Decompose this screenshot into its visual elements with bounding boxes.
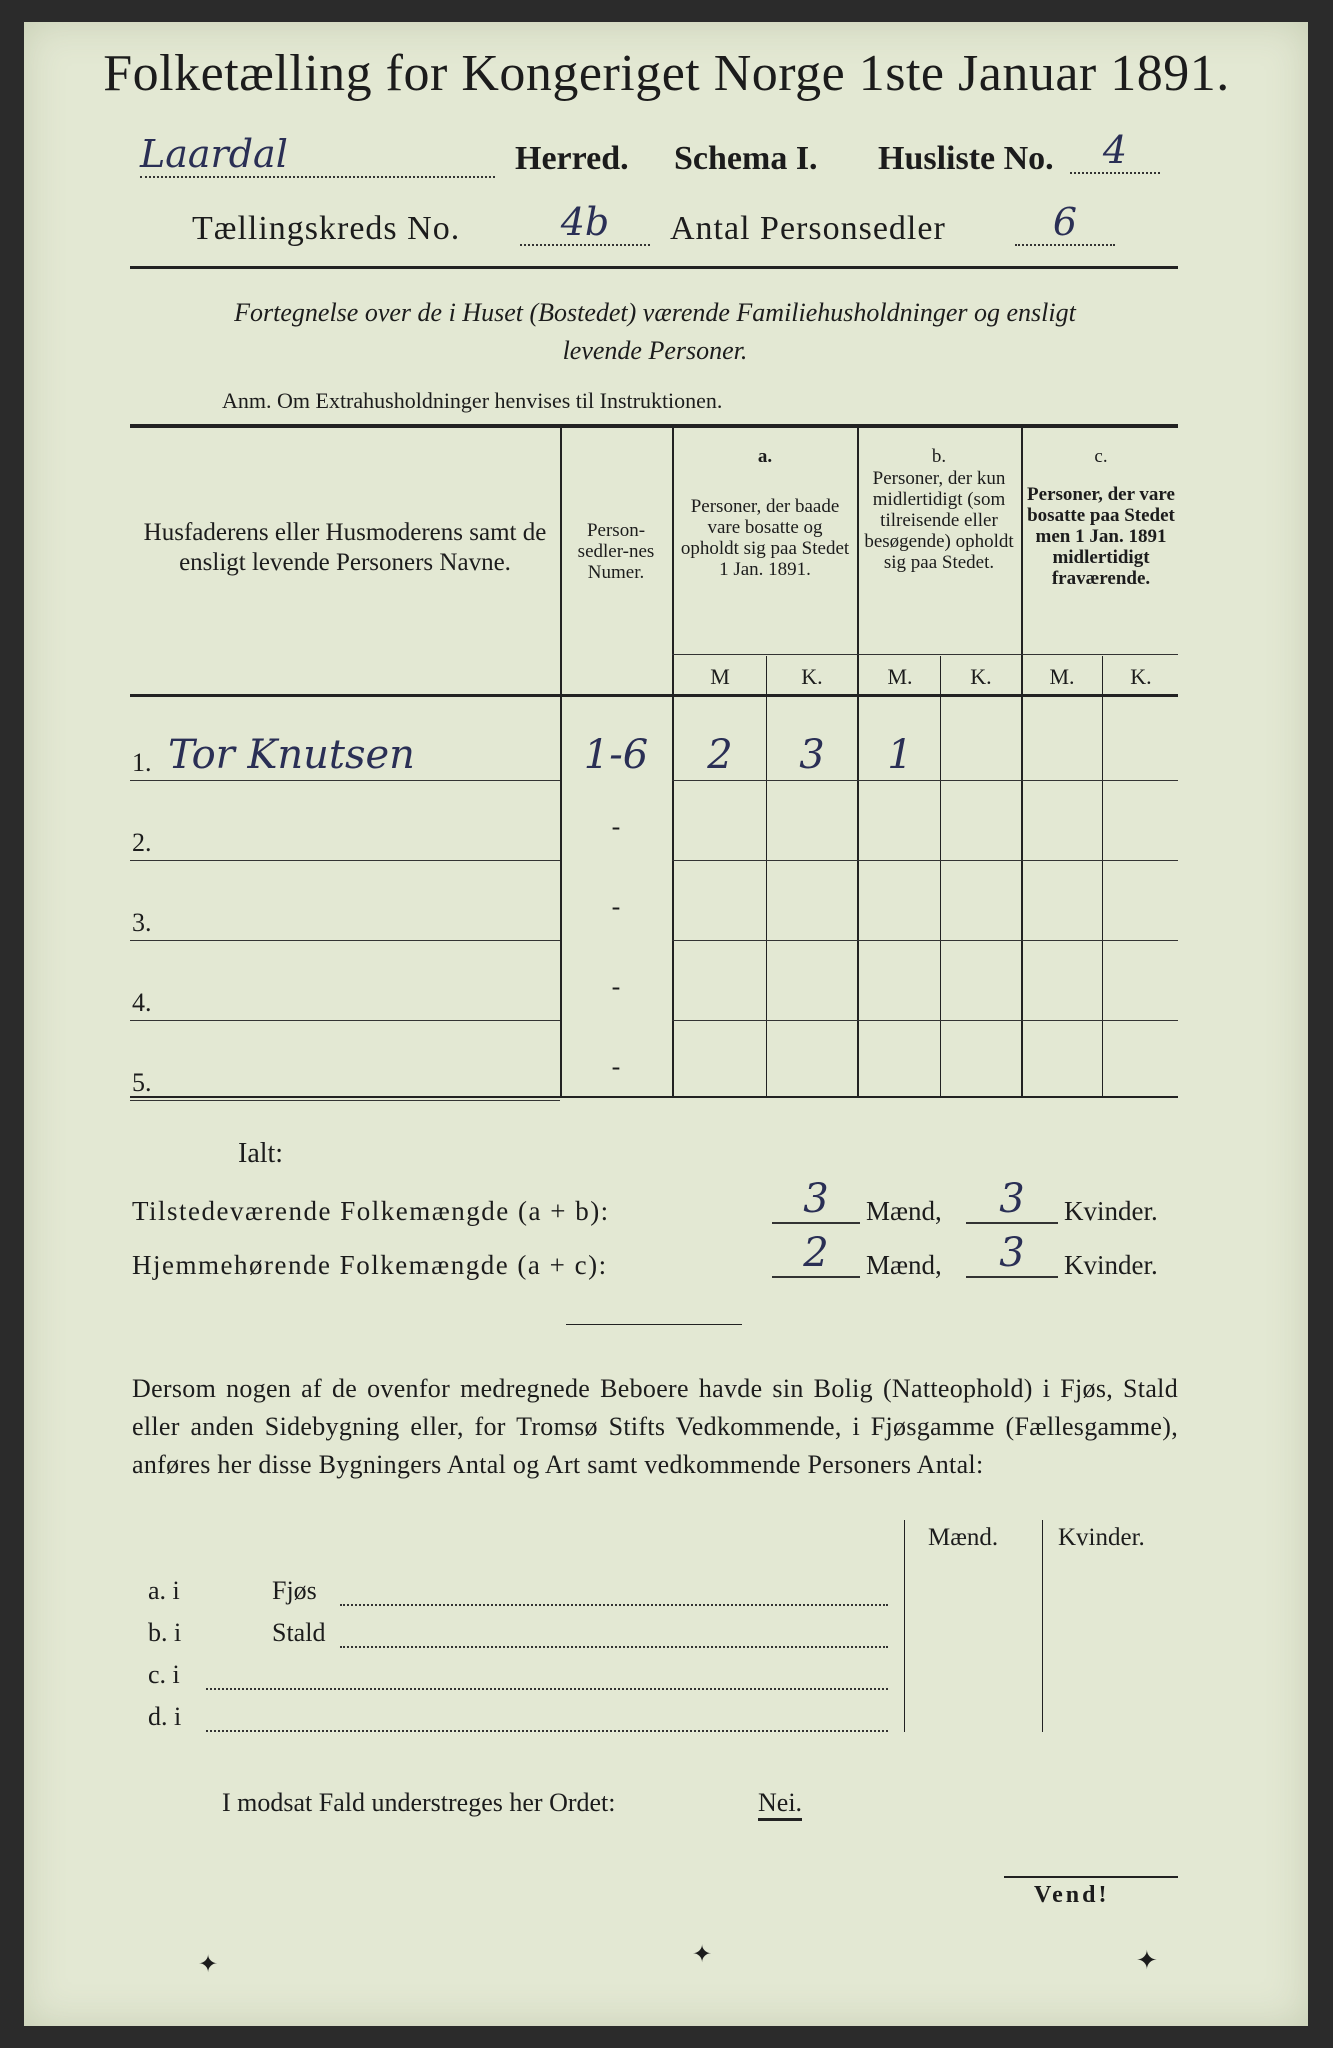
cell-num: - <box>611 972 621 1001</box>
hjemme-kvinder-value: 3 <box>966 1230 1058 1278</box>
col-a-text: Personer, der baade vare bosatte og opholdt sig paa Stedet 1 Jan. 1891. <box>680 496 850 580</box>
header-rule <box>130 266 1178 269</box>
cell-num: 1-6 <box>583 732 649 778</box>
tilstede-label: Tilstedeværende Folkemængde (a + b): <box>132 1196 610 1226</box>
tilstede-maend-value: 3 <box>772 1176 860 1224</box>
row-rule <box>130 780 560 781</box>
col-c-text: Personer, der vare bosatte paa Stedet men 1 Jan. 1891 midlertidigt fraværende. <box>1027 484 1175 589</box>
col-header-num: Person-sedler-nes Numer. <box>577 520 655 583</box>
row-number: 3. <box>132 908 152 937</box>
building-row-label: d. i <box>148 1702 182 1731</box>
col-c-letter: c. <box>1094 446 1108 467</box>
col-c-m: M. <box>1049 664 1075 689</box>
row-number: 1. <box>132 748 152 777</box>
building-row-dots <box>206 1680 888 1690</box>
punch-mark: ✦ <box>692 1942 713 1968</box>
herred-label: Herred. <box>515 140 629 177</box>
col-divider <box>1102 656 1103 1096</box>
row-number: 2. <box>132 828 152 857</box>
col-a-m: M <box>710 664 730 689</box>
buildings-col-kvinder: Kvinder. <box>1058 1524 1145 1551</box>
building-row-label: a. i <box>148 1576 180 1605</box>
hjemme-kvinder-label: Kvinder. <box>1064 1250 1158 1280</box>
cell-aK: 3 <box>799 732 825 778</box>
col-a-letter: a. <box>757 446 773 467</box>
buildings-col-maend: Mænd. <box>928 1524 999 1551</box>
cell-num: - <box>611 892 621 921</box>
row-rule <box>130 860 560 861</box>
building-row-type: Fjøs <box>272 1576 317 1605</box>
vend-rule <box>1004 1876 1178 1878</box>
col-b-m: M. <box>887 664 913 689</box>
punch-mark: ✦ <box>198 1952 219 1978</box>
col-divider <box>940 656 941 1096</box>
ialt-label: Ialt: <box>238 1138 284 1169</box>
row-rule <box>672 860 1178 861</box>
kreds-label: Tællingskreds No. <box>192 210 461 247</box>
tilstede-kvinder-value: 3 <box>966 1176 1058 1224</box>
hjemme-label: Hjemmehørende Folkemængde (a + c): <box>132 1250 608 1280</box>
antal-value: 6 <box>1015 200 1115 246</box>
row-rule <box>130 1100 560 1101</box>
buildings-paragraph: Dersom nogen af de ovenfor medregnede Beboere havde sin Bolig (Natteophold) i Fjøs, Stald eller anden Sidebygning eller, for Tromsø Stifts Vedkommende, i Fjøsgamme (Fællesgamme), anføres her disse Bygningers Antal og Art samt vedkommende Personers Antal: <box>132 1374 1178 1479</box>
tilstede-kvinder-label: Kvinder. <box>1064 1196 1158 1226</box>
cell-aM: 2 <box>707 732 733 778</box>
intro-line2: levende Personer. <box>562 336 748 365</box>
kreds-value: 4b <box>520 200 650 246</box>
col-a-k: K. <box>801 664 823 689</box>
col-c-k: K. <box>1130 664 1152 689</box>
anm-note: Anm. Om Extrahusholdninger henvises til Instruktionen. <box>222 388 723 413</box>
row-rule <box>130 940 560 941</box>
building-row-dots <box>206 1722 888 1732</box>
building-row-label: b. i <box>148 1618 182 1647</box>
antal-label: Antal Personsedler <box>670 210 946 247</box>
col-divider <box>1021 428 1023 1096</box>
cell-num: - <box>611 1052 621 1081</box>
modsat-text: I modsat Fald understreges her Ordet: <box>222 1788 616 1817</box>
section-divider <box>566 1324 742 1325</box>
herred-value: Laardal <box>140 132 495 178</box>
col-b-k: K. <box>970 664 992 689</box>
row-number: 4. <box>132 988 152 1017</box>
col-b-text: Personer, der kun midlertidigt (som tilreisende eller besøgende) opholdt sig paa Stedet. <box>864 468 1014 573</box>
col-divider <box>857 428 859 1096</box>
building-row-dots <box>340 1638 888 1648</box>
col-header-name: Husfaderens eller Husmoderens samt de ensligt levende Personers Navne. <box>143 519 547 576</box>
row-rule <box>672 940 1178 941</box>
tilstede-maend-label: Mænd, <box>866 1196 942 1226</box>
hjemme-maend-value: 2 <box>772 1230 860 1278</box>
nei-word: Nei. <box>758 1788 802 1821</box>
household-name: Tor Knutsen <box>168 732 415 778</box>
row-rule <box>672 1020 1178 1021</box>
building-row-dots <box>340 1596 888 1606</box>
col-b-letter: b. <box>931 446 947 467</box>
punch-mark: ✦ <box>1136 1946 1158 1975</box>
building-row-type: Stald <box>272 1618 326 1647</box>
intro-line1: Fortegnelse over de i Huset (Bostedet) værende Familiehusholdninger og ensligt <box>234 298 1076 327</box>
cell-bM: 1 <box>887 732 913 778</box>
buildings-col-divider <box>1042 1520 1043 1732</box>
buildings-col-divider <box>904 1520 905 1732</box>
vend-label: Vend! <box>1034 1882 1110 1908</box>
building-row-label: c. i <box>148 1660 180 1689</box>
cell-num: - <box>611 812 621 841</box>
mk-divider <box>672 654 1178 655</box>
table-bottom-rule <box>130 1096 1178 1098</box>
hjemme-maend-label: Mænd, <box>866 1250 942 1280</box>
row-number: 5. <box>132 1068 152 1097</box>
form-title: Folketælling for Kongeriget Norge 1ste Januar 1891. <box>103 45 1230 102</box>
husliste-value: 4 <box>1070 128 1160 174</box>
col-divider <box>672 428 674 1096</box>
col-divider <box>766 656 767 1096</box>
husliste-label: Husliste No. <box>878 140 1054 177</box>
schema-label: Schema I. <box>674 140 818 177</box>
row-rule <box>130 1020 560 1021</box>
row-rule <box>672 780 1178 781</box>
